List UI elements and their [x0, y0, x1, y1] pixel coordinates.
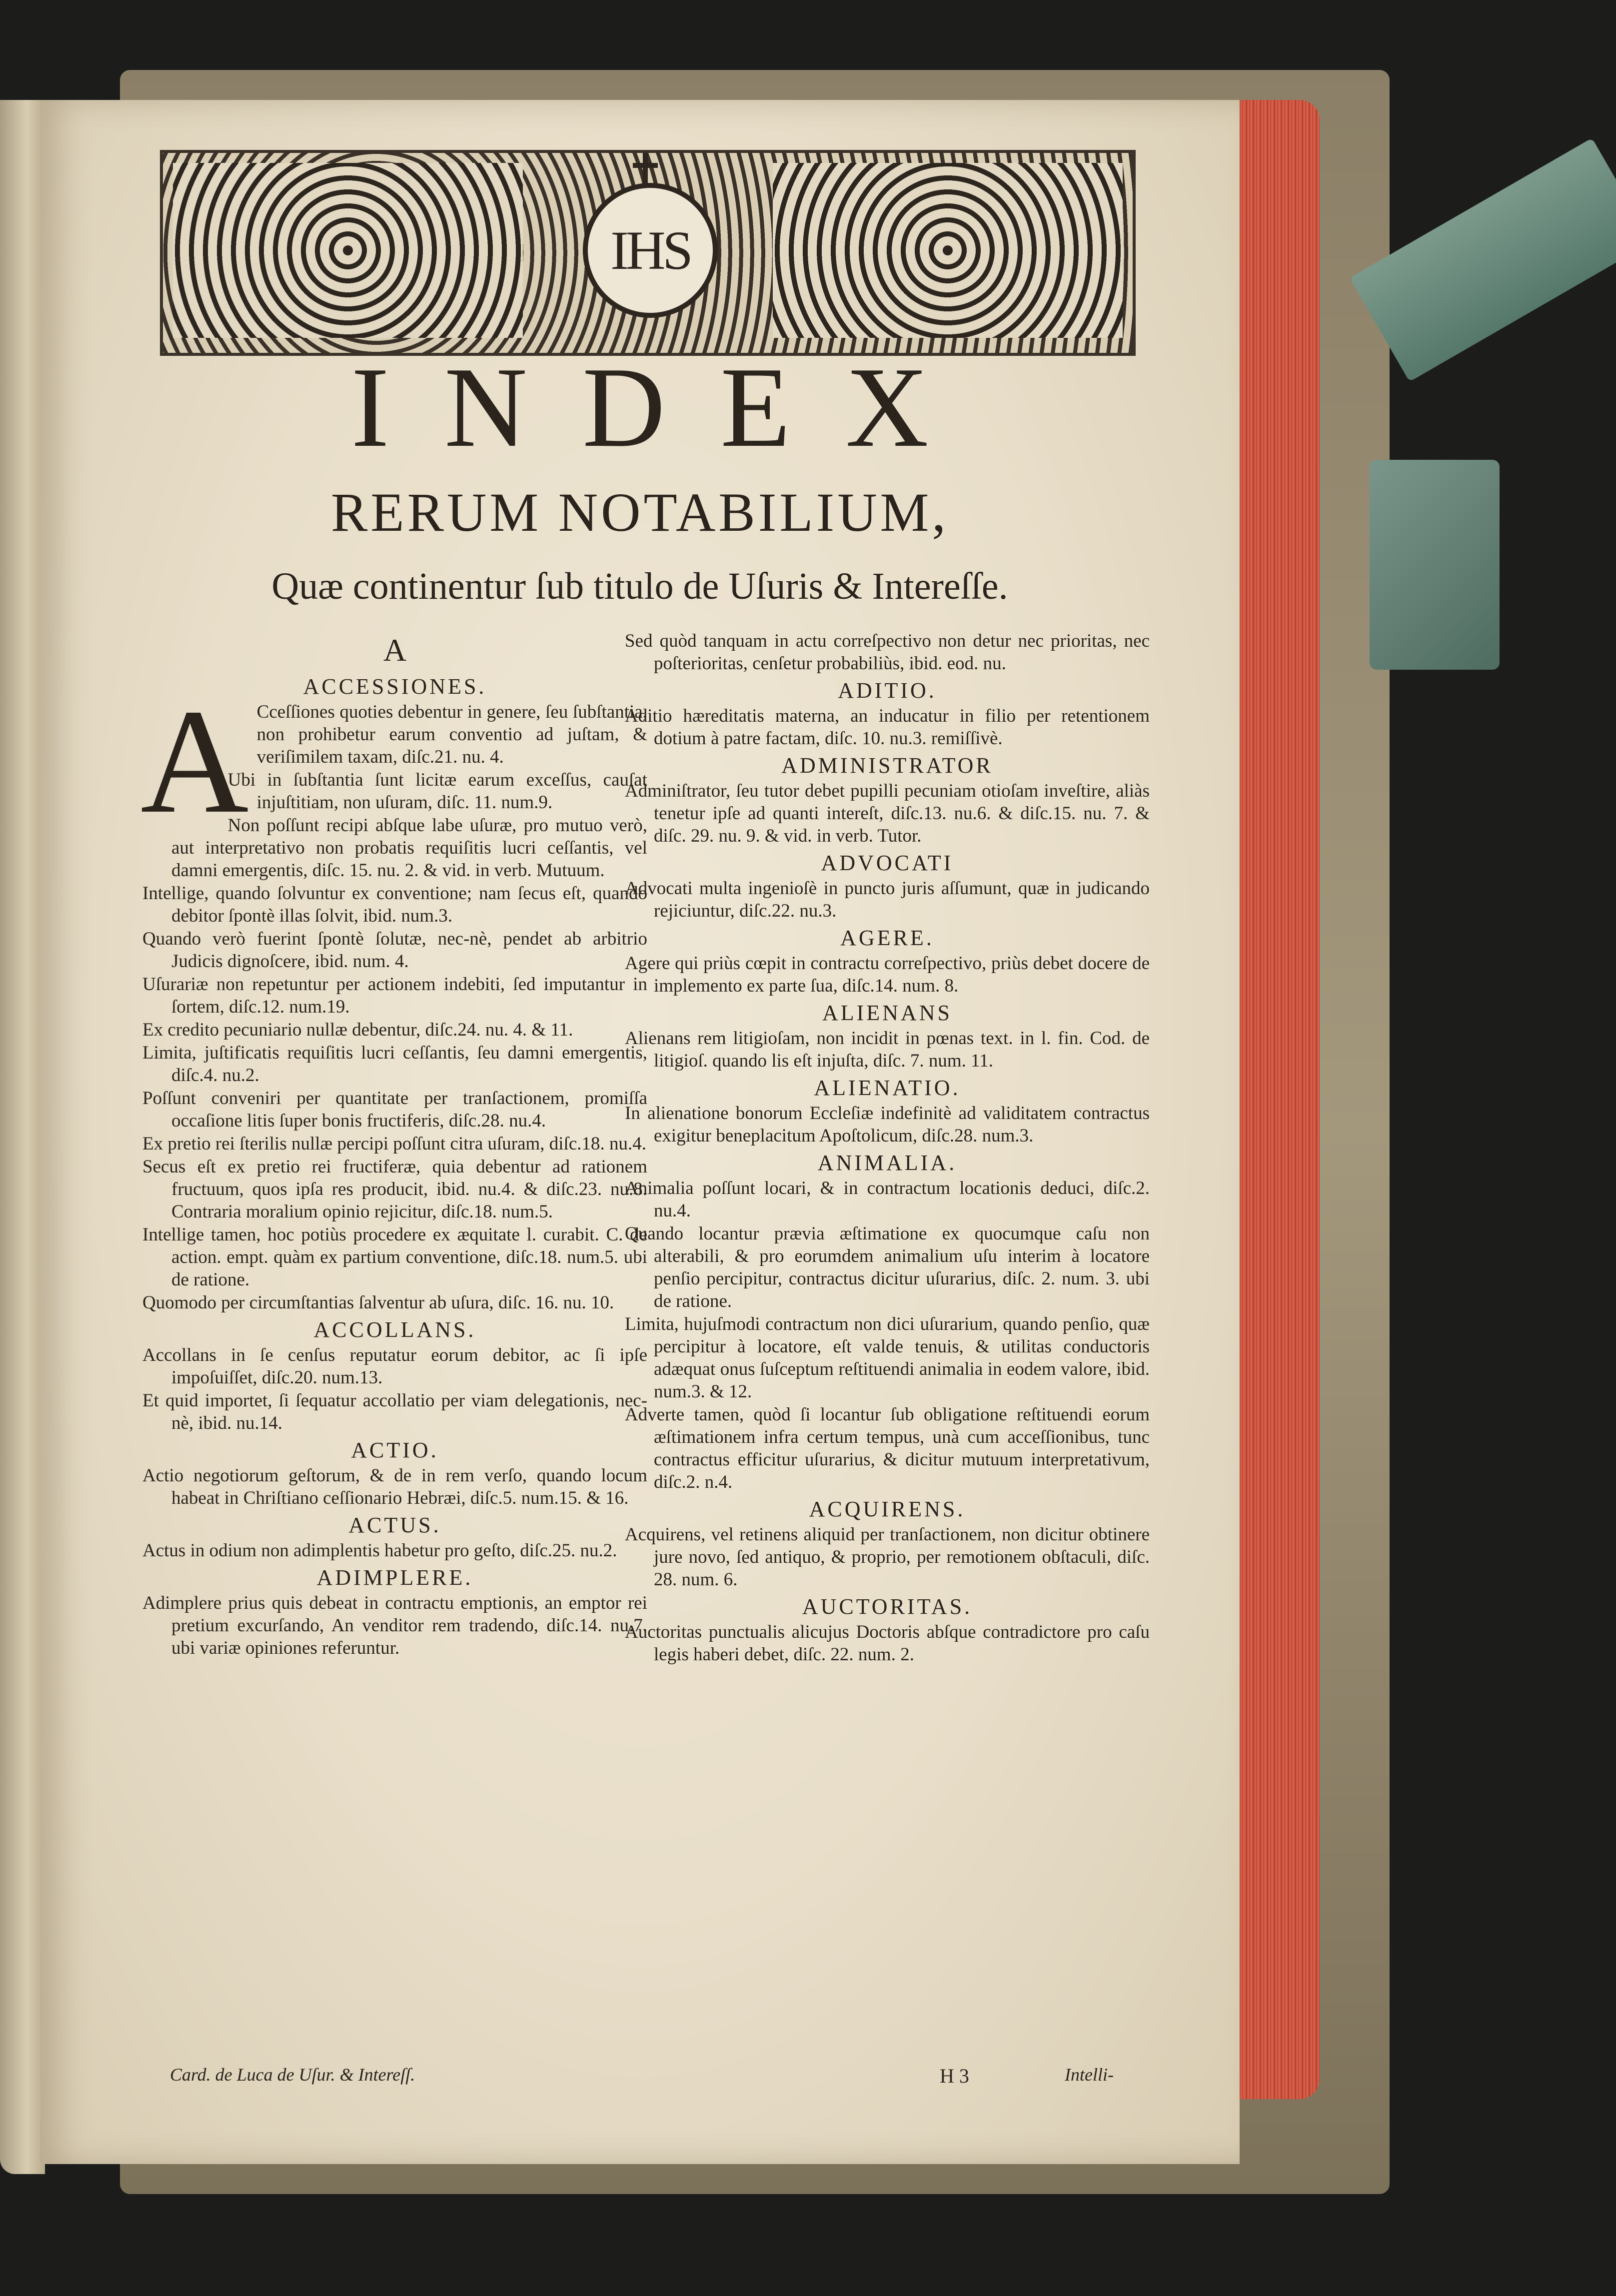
index-entry: Quomodo per circumſtantias ſalventur ab uſura, diſc. 16. nu. 10.: [142, 1292, 614, 1313]
index-entry: Uſurariæ non repetuntur per actionem indebiti, ſed imputantur in ſortem, diſc.12. num.19.: [142, 974, 647, 1017]
index-heading: ADMINISTRATOR: [781, 753, 993, 778]
left-column: [142, 630, 647, 1660]
signature-mark: H 3: [940, 2065, 969, 2087]
index-entry: Adimplere prius quis debeat in contractu emptionis, an emptor rei pretium excurſando, An venditor rem tradendo, diſc.14. nu.7. ubi variæ opiniones referuntur.: [142, 1593, 647, 1658]
right-column: [625, 630, 1150, 1666]
index-entry: Acquirens, vel retinens aliquid per tranſactionem, non dicitur obtinere jure novo, ſed antiquo, & proprio, per remotionem obſtaculi, diſc. 28. num. 6.: [625, 1524, 1150, 1590]
index-heading: AUCTORITAS.: [802, 1594, 973, 1619]
index-entry: Intellige tamen, hoc potiùs procedere ex æquitate l. curabit. C. de action. empt. quàm ex partium conventione, diſc.18. num.5. ubi de ratione.: [142, 1224, 647, 1290]
index-entry: In alienatione bonorum Eccleſiæ indefinitè ad validitatem contractus exigitur beneplacitum Apoſtolicum, diſc.28. num.3.: [625, 1103, 1150, 1146]
foliage-ornament-left: [173, 163, 523, 338]
index-entry: Poſſunt conveniri per quantitate per tranſactionem, promiſſa occaſione litis ſuper bonis fructiferis, diſc.28. nu.4.: [142, 1088, 647, 1131]
footer-catchline: Card. de Luca de Uſur. & Intereſſ.: [170, 2065, 415, 2085]
index-heading: ACTIO.: [351, 1438, 439, 1462]
book-page: [40, 100, 1240, 2164]
index-heading: ADITIO.: [838, 678, 937, 703]
index-heading: ANIMALIA.: [817, 1150, 957, 1175]
index-entry: Sed quòd tanquam in actu correſpectivo non detur nec prioritas, nec poſterioritas, cenſetur probabiliùs, ibid. eod. nu.: [625, 631, 1150, 674]
index-entry: Alienans rem litigioſam, non incidit in pœnas text. in l. fin. Cod. de litigioſ. quando lis eſt injuſta, diſc. 7. num. 11.: [625, 1028, 1150, 1071]
section-letter: A: [383, 632, 407, 668]
index-entry: Limita, hujuſmodi contractum non dici uſurarium, quando penſio, quæ percipitur à locatore, eſt valde tenuis, & utilitas conductoris adæquat onus ſuſceptum reſtituendi animalia in eodem valore, ibid. num.3. & 12.: [625, 1314, 1150, 1402]
index-entry: Secus eſt ex pretio rei fructiferæ, quia debentur ad rationem fructuum, quos ipſa res producit, ibid. nu.4. & diſc.23. nu.8. Contraria moralium opinio rejicitur, diſc.18. num.5.: [142, 1156, 647, 1222]
index-entry: Quando verò fuerint ſpontè ſolutæ, nec-nè, pendet ab arbitrio Judicis dignoſcere, ibid. num. 4.: [142, 929, 647, 972]
index-entry: Et quid importet, ſi ſequatur accollatio per viam delegationis, nec-nè, ibid. nu.14.: [142, 1390, 647, 1433]
foliage-ornament-right: [773, 163, 1123, 338]
index-entry: Intellige, quando ſolvuntur ex conventione; nam ſecus eſt, quando debitor ſpontè illas ſolvit, ibid. num.3.: [142, 883, 647, 926]
index-entry: Aditio hæreditatis materna, an inducatur in filio per retentionem dotium à patre factam, diſc. 10. nu.3. remiſſivè.: [625, 706, 1150, 749]
title-subheading: RERUM NOTABILIUM,: [331, 482, 949, 543]
ihs-monogram: IHS: [583, 183, 718, 318]
entry-text: Cceſſiones quoties debentur in genere, ſeu ſubſtantia, non prohibetur earum conventio ad juſtam, & veriſimilem taxam, diſc.21. nu. 4.: [256, 702, 647, 767]
page-title: INDEX: [351, 343, 984, 471]
index-heading: AGERE.: [840, 926, 934, 950]
right-sections: [625, 630, 1150, 1666]
index-entry: Ex pretio rei ſterilis nullæ percipi poſſunt citra uſuram, diſc.18. nu.4.: [142, 1134, 647, 1154]
index-heading: ACCOLLANS.: [313, 1317, 476, 1342]
index-entry: Quando locantur prævia æſtimatione ex quocumque caſu non alterabili, & pro eorumdem animalium uſu interim à locatore penſio percipitur, contractus dicitur uſurarius, diſc. 2. num. 3. ubi de ratione.: [625, 1223, 1150, 1311]
index-entry: Actio negotiorum geſtorum, & de in rem verſo, quando locum habeat in Chriſtiano ceſſionario Hebræi, diſc.5. num.15. & 16.: [142, 1465, 647, 1508]
title-description: Quæ continentur ſub titulo de Uſuris & Intereſſe.: [271, 565, 1008, 607]
index-entry: Actus in odium non adimplentis habetur pro geſto, diſc.25. nu.2.: [142, 1540, 617, 1561]
index-entry: Auctoritas punctualis alicujus Doctoris abſque contradictore pro caſu legis haberi debet, diſc. 22. num. 2.: [625, 1622, 1150, 1665]
index-entry: Adverte tamen, quòd ſi locantur ſub obligatione reſtituendi eorum æſtimationem infra certum tempus, unà cum acceſſionibus, tunc contractus efficitur uſurarius, & dicitur mutuum interpretativum, diſc.2. n.4.: [625, 1404, 1150, 1492]
index-heading: ACTUS.: [348, 1513, 441, 1537]
ornamental-headpiece: [160, 150, 1136, 356]
index-heading: ALIENANS: [822, 1001, 952, 1025]
index-entry: Advocati multa ingenioſè in puncto juris aſſumunt, quæ in judicando rejiciuntur, diſc.22. nu.3.: [625, 878, 1150, 921]
index-entry: Ubi in ſubſtantia ſunt licitæ earum exceſſus, cauſat injuſtitiam, non uſuram, diſc. 11. num.9.: [227, 770, 647, 813]
index-entry: Agere qui priùs cœpit in contractu correſpectivo, priùs debet docere de implemento ex parte ſua, diſc.14. num. 8.: [625, 953, 1150, 996]
book-left-page-edge: [0, 100, 45, 2174]
index-entry: Animalia poſſunt locari, & in contractum locationis deduci, diſc.2. nu.4.: [625, 1178, 1150, 1221]
index-heading: ACQUIRENS.: [809, 1497, 966, 1521]
book-clasp-plate: [1370, 460, 1500, 670]
index-entry: Non poſſunt recipi abſque labe uſuræ, pro mutuo verò, aut interpretativo non probatis requiſitis lucri ceſſantis, vel damni emergentis, diſc. 15. nu. 2. & vid. in verb. Mutuum.: [171, 815, 647, 881]
index-entry: Limita, juſtificatis requiſitis lucri ceſſantis, ſeu damni emergentis, diſc.4. nu.2.: [142, 1043, 647, 1086]
left-sections: [142, 673, 647, 1659]
catchword: Intelli-: [1065, 2065, 1114, 2085]
index-heading: ACCESSIONES.: [303, 674, 487, 699]
index-entry: Accollans in ſe cenſus reputatur eorum debitor, ac ſi ipſe impoſuiſſet, diſc.20. num.13.: [142, 1345, 647, 1388]
index-entry: Adminiſtrator, ſeu tutor debet pupilli pecuniam otioſam inveſtire, aliàs tenetur ipſe ad quanti intereſt, diſc.13. nu.6. & diſc.15. nu. 7. & diſc. 29. nu. 9. & vid. in verb. Tutor.: [625, 781, 1150, 846]
drop-capital: A: [140, 678, 249, 844]
index-heading: ADVOCATI: [821, 851, 954, 875]
index-heading: ALIENATIO.: [814, 1076, 961, 1100]
index-heading: ADIMPLERE.: [316, 1565, 473, 1590]
index-entry: Ex credito pecuniario nullæ debentur, diſc.24. nu. 4. & 11.: [142, 1020, 573, 1040]
red-page-edges: [1235, 100, 1320, 2099]
